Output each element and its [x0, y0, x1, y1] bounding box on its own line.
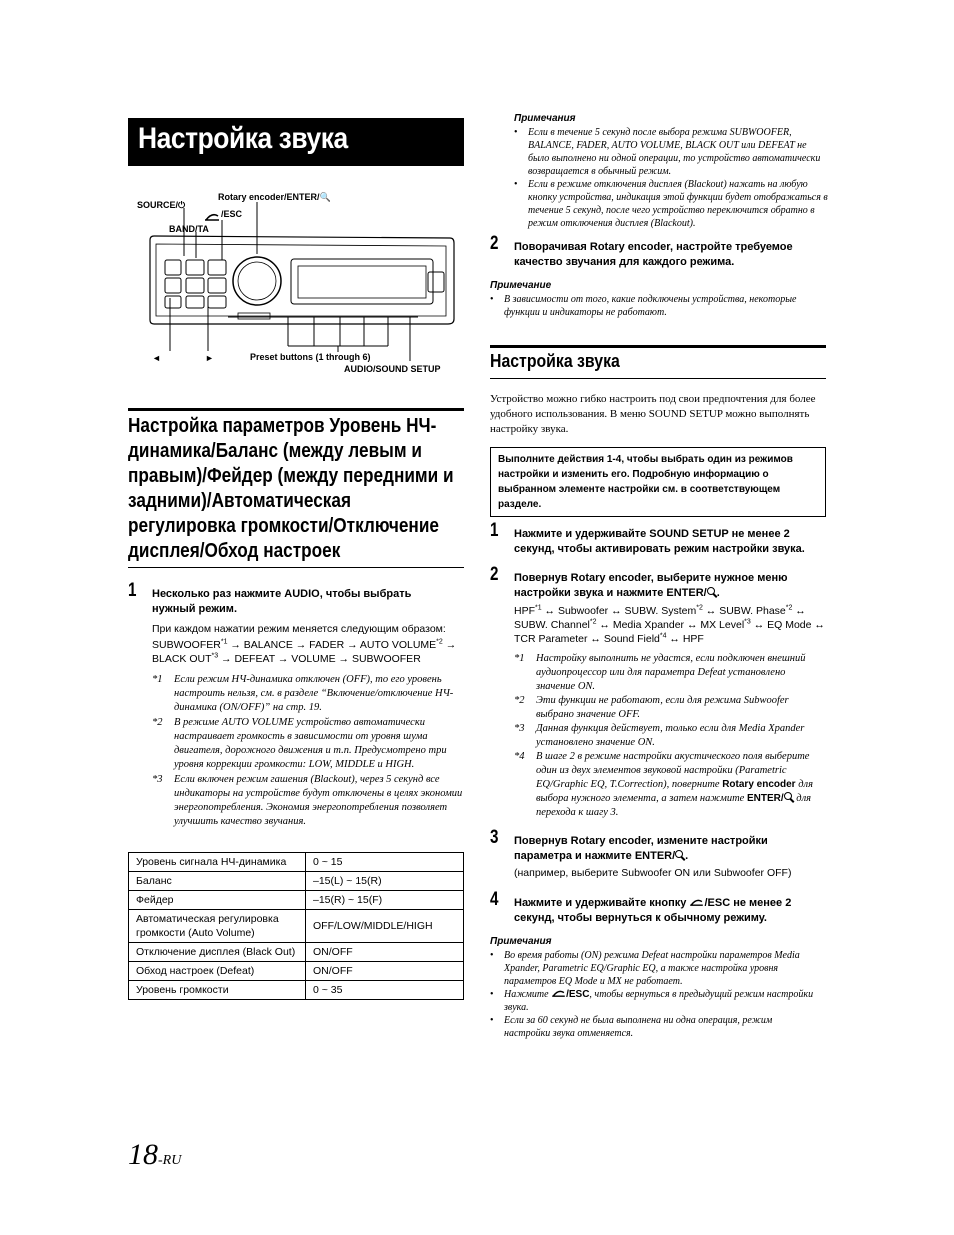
notes-1-heading: Примечания — [514, 113, 576, 124]
s1-text: Нажмите и удерживайте SOUND SETUP не менее 2 секунд, чтобы активировать режим настройки звука. — [514, 528, 805, 555]
section-heading-left: Настройка параметров Уровень НЧ-динамика/Баланс (между левым и правым)/Фейдер (между передними и задними)/Автоматическая регулировка громкости/Отключение дисплея/Обход настроек — [128, 415, 454, 562]
label-right-arrow: ► — [205, 353, 214, 363]
table-row — [129, 853, 464, 872]
head-unit-diagram — [128, 186, 468, 381]
table-cell-parameter: Уровень сигнала НЧ-динамика — [129, 853, 306, 872]
section-rule-right-bottom — [490, 378, 826, 379]
table-cell-range: –15(R) ~ 15(F) — [306, 891, 464, 910]
section-heading-right: Настройка звука — [490, 351, 620, 371]
label-rotary: Rotary encoder/ENTER/🔍 — [218, 192, 331, 202]
instruction-box: Выполните действия 1-4, чтобы выбрать один из режимов настройки и изменить его. Подробную информацию о выбранном элементе настройки см. в соответствующем разделе. — [490, 447, 826, 517]
sound-menu-sequence: HPF$^{*1}$ ↔ Subwoofer ↔ SUBW. System$^{*2}$ ↔ SUBW. Phase$^{*2}$ ↔ SUBW. Channel$^{*2}$ ↔ Media Xpander ↔ MX Level$^{*3}$ ↔ EQ Mode ↔ TCR Parameter ↔ Sound Field$^{*4}$ ↔ HPF — [514, 604, 825, 645]
footnotes-left — [152, 673, 464, 829]
notes-3-item: • Нажмите /ESC, чтобы вернуться в предыдущий режим настройки звука. — [490, 988, 820, 1014]
s1-number: 1 — [490, 520, 499, 541]
section-rule-right — [490, 345, 826, 348]
s4-text: Нажмите и удерживайте кнопку /ESC не менее 2 секунд, чтобы вернуться к обычному режиму. — [514, 897, 792, 924]
label-left-arrow: ◄ — [152, 353, 161, 363]
notes-3 — [490, 936, 820, 1040]
table-row — [129, 962, 464, 981]
table-cell-range: 0 ~ 15 — [306, 853, 464, 872]
label-preset: Preset buttons (1 through 6) — [250, 352, 371, 362]
table-cell-parameter: Обход настроек (Defeat) — [129, 962, 306, 981]
return-icon — [689, 898, 704, 907]
table-cell-range: ON/OFF — [306, 943, 464, 962]
step-1-text: Несколько раз нажмите AUDIO, чтобы выбрать нужный режим. — [152, 588, 412, 615]
footnote-r3: *3 Данная функция действует, только если для Media Xpander установлено значение ON. — [514, 723, 805, 748]
table-cell-range: –15(L) ~ 15(R) — [306, 872, 464, 891]
label-bandta: BAND/TA — [169, 224, 209, 234]
table-cell-parameter: Отключение дисплея (Black Out) — [129, 943, 306, 962]
footnotes-right — [514, 652, 826, 820]
table-cell-parameter: Баланс — [129, 872, 306, 891]
section-rule-bottom — [128, 567, 464, 568]
notes-3-heading: Примечания — [490, 936, 552, 947]
table-row — [129, 910, 464, 943]
s2-number: 2 — [490, 564, 499, 585]
return-icon — [551, 989, 566, 998]
step-1-number: 1 — [128, 580, 137, 601]
page-title: Настройка звука — [138, 122, 348, 155]
table-cell-range: OFF/LOW/MIDDLE/HIGH — [306, 910, 464, 943]
note-2 — [490, 280, 820, 319]
settings-table — [128, 852, 464, 1000]
note-2-item: • В зависимости от того, какие подключены устройства, некоторые функции и индикаторы не работают. — [490, 293, 820, 319]
label-audio-setup: AUDIO/SOUND SETUP — [344, 364, 441, 374]
footnote-3: *3 Если включен режим гашения (Blackout), через 5 секунд все индикаторы на устройстве будут отключены в целях экономии энергопотребления. Экономия энергопотребления позволяет улучшить качество звучания. — [152, 774, 463, 827]
note-2-heading: Примечание — [490, 280, 552, 291]
footnote-r2: *2 Эти функции не работают, если для режима Subwoofer выбрано значение OFF. — [514, 695, 789, 720]
footnote-r4: *4 В шаге 2 в режиме настройки акустического поля выберите один из двух элементов звуковой настройки (Parametric EQ/Graphic EQ, T.Correction), поверните Rotary encoder для выбора нужного элемента, а затем нажмите ENTER/ для перехода к шагу 3. — [514, 751, 813, 818]
notes-3-item: • Если за 60 секунд не была выполнена ни одна операция, режим настройки звука отменяется. — [490, 1014, 820, 1040]
page-title-bar — [128, 118, 464, 166]
label-esc: /ESC — [221, 209, 243, 219]
table-cell-parameter: Уровень громкости — [129, 981, 306, 1000]
label-source: SOURCE/⏻ — [137, 200, 186, 210]
s3-number: 3 — [490, 827, 499, 848]
table-row — [129, 981, 464, 1000]
footnote-r1: *1 Настройку выполнить не удастся, если подключен внешний аудиопроцессор или для параметра Defeat установлено значение ON. — [514, 653, 806, 692]
s3-text: Повернув Rotary encoder, измените настройки параметра и нажмите ENTER/ . — [514, 835, 768, 862]
notes-1 — [514, 113, 828, 230]
table-row — [129, 943, 464, 962]
table-cell-range: 0 ~ 35 — [306, 981, 464, 1000]
notes-3-item: • Во время работы (ON) режима Defeat настройки параметров Media Xpander, Parametric EQ/Graphic EQ, а также настройка уровня параметров EQ Mode и MX не работает. — [490, 949, 820, 988]
table-cell-parameter: Автоматическая регулировка громкости (Auto Volume) — [129, 910, 306, 943]
step-2-number: 2 — [490, 233, 499, 254]
notes-1-item: • Если в режиме отключения дисплея (Blackout) нажать на любую кнопку устройства, индикация этой функции будет отображаться в течение 5 секунд, после чего устройство переключится обратно в режим отключения дисплея (Blackout). — [514, 178, 828, 230]
search-icon — [675, 850, 685, 860]
audio-key: AUDIO — [284, 588, 320, 600]
table-row — [129, 872, 464, 891]
table-cell-parameter: Фейдер — [129, 891, 306, 910]
search-icon — [707, 587, 717, 597]
s2-text: Повернув Rotary encoder, выберите нужное меню настройки звука и нажмите ENTER/ . — [514, 572, 788, 599]
notes-1-item: • Если в течение 5 секунд после выбора режима SUBWOOFER, BALANCE, FADER, AUTO VOLUME, BLACK OUT или DEFEAT не было выполнено ни одной операции, то устройство автоматически возвращается в обычный режим. — [514, 126, 828, 178]
section-rule-top — [128, 408, 464, 411]
intro-text: Устройство можно гибко настроить под свои предпочтения для более удобного использования. В меню SOUND SETUP можно выполнять настройку звука. — [490, 393, 816, 435]
s3-example: (например, выберите Subwoofer ON или Subwoofer OFF) — [514, 867, 792, 879]
sequence-intro: При каждом нажатии режим меняется следующим образом: — [152, 623, 446, 635]
footnote-2: *2 В режиме AUTO VOLUME устройство автоматически настраивает громкость в зависимости от уровня шума двигателя, дорожного движения и т.п. Предусмотрено три уровня коррекции громкости: LOW, MIDDLE и HIGH. — [152, 717, 447, 770]
footnote-1: *1 Если режим НЧ-динамика отключен (OFF), то его уровень настроить нельзя, см. в разделе “Включение/отключение НЧ-динамика (ON/OFF)” на стр. 19. — [152, 674, 454, 713]
table-row — [129, 891, 464, 910]
s4-number: 4 — [490, 889, 499, 910]
search-icon — [784, 792, 794, 802]
step-2-text: Поворачивая Rotary encoder, настройте требуемое качество звучания для каждого режима. — [514, 241, 793, 268]
table-cell-range: ON/OFF — [306, 962, 464, 981]
mode-sequence: $SUBWOOFER^{*1}$ → BALANCE → FADER → AUTO $VOLUME^{*2}$ → BLACK $OUT^{*3}$ → DEFEAT → VOLUME → SUBWOOFER — [152, 638, 457, 665]
page-number: 18-RU — [128, 1138, 182, 1171]
